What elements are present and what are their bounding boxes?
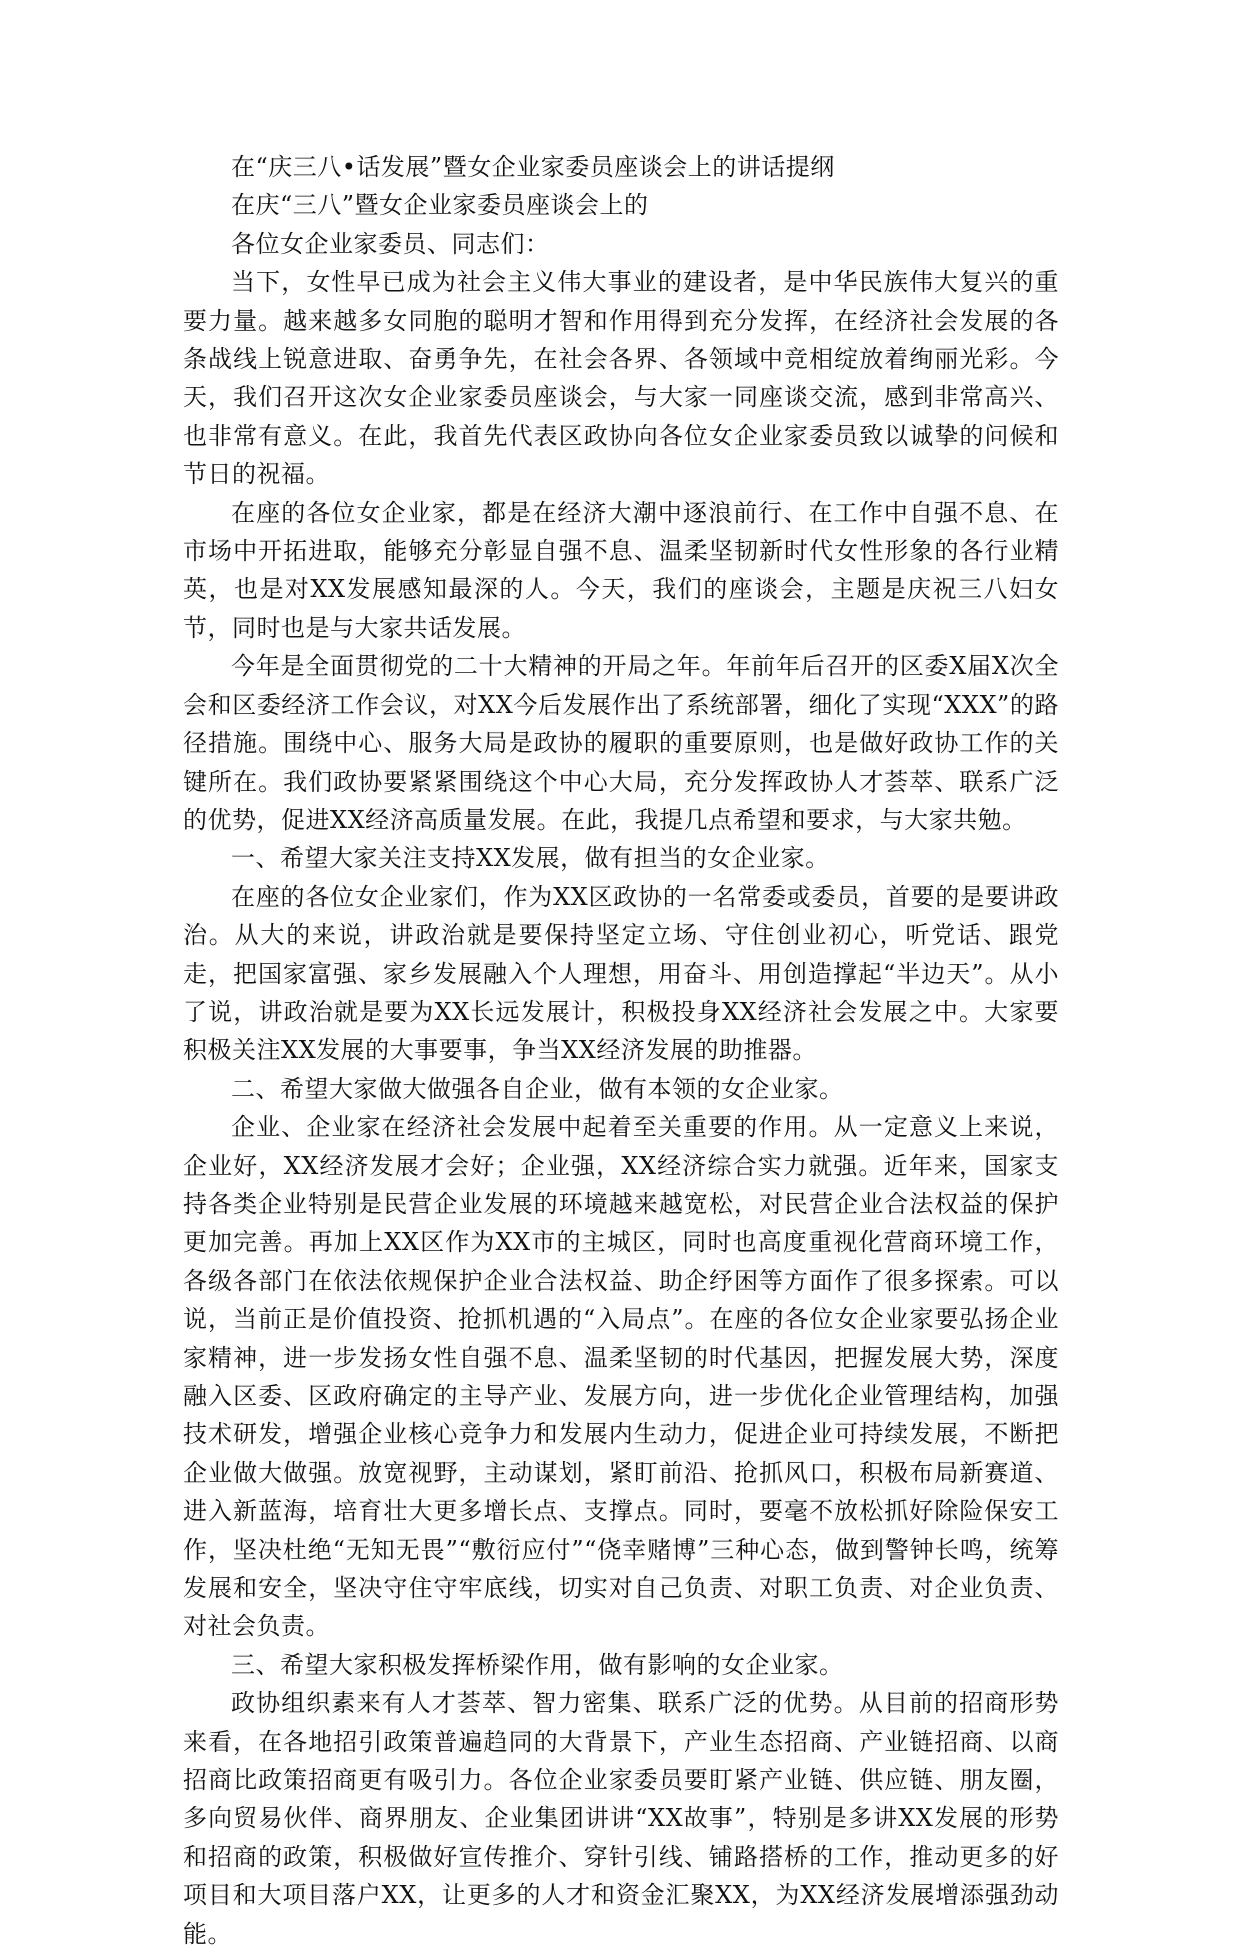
paragraph-intro: 当下，女性早已成为社会主义伟大事业的建设者，是中华民族伟大复兴的重要力量。越来越多女同胞的聪明才智和作用得到充分发挥，在经济社会发展的各条战线上锐意进取、奋勇争先，在社会各界、各领域中竞相绽放着绚丽光彩。今天，我们召开这次女企业家委员座谈会，与大家一同座谈交流，感到非常高兴、也非常有意义。在此，我首先代表区政协向各位女企业家委员致以诚挚的问候和节日的祝福。: [183, 268, 1059, 489]
paragraph-section-3: 政协组织素来有人才荟萃、智力密集、联系广泛的优势。从目前的招商形势来看，在各地招引政策普遍趋同的大背景下，产业生态招商、产业链招商、以商招商比政策招商更有吸引力。各位企业家委员要盯紧产业链、供应链、朋友圈，多向贸易伙伴、商界朋友、企业集团讲讲“XX故事”，特别是多讲XX发展的形势和招商的政策，积极做好宣传推介、穿针引线、铺路搭桥的工作，推动更多的好项目和大项目落户XX，让更多的人才和资金汇聚XX，为XX经济发展增添强劲动能。: [183, 1689, 1059, 1948]
document-subtitle: 在庆“三八”暨女企业家委员座谈会上的: [231, 191, 649, 220]
salutation: 各位女企业家委员、同志们：: [231, 229, 550, 258]
paragraph-section-1: 在座的各位女企业家们，作为XX区政协的一名常委或委员，首要的是要讲政治。从大的来说，讲政治就是要保持坚定立场、守住创业初心，听党话、跟党走，把国家富强、家乡发展融入个人理想，用奋斗、用创造撑起“半边天”。从小了说，讲政治就是要为XX长远发展计，积极投身XX经济社会发展之中。大家要积极关注XX发展的大事要事，争当XX经济发展的助推器。: [183, 882, 1059, 1065]
document-body: [183, 148, 1059, 1953]
section-heading-3: 三、希望大家积极发挥桥梁作用，做有影响的女企业家。: [231, 1650, 844, 1679]
section-heading-1: 一、希望大家关注支持XX发展，做有担当的女企业家。: [231, 844, 830, 873]
section-heading-2: 二、希望大家做大做强各自企业，做有本领的女企业家。: [231, 1074, 844, 1103]
paragraph-context: 今年是全面贯彻党的二十大精神的开局之年。年前年后召开的区委X届X次全会和区委经济工作会议，对XX今后发展作出了系统部署，细化了实现“XXX”的路径措施。围绕中心、服务大局是政协的履职的重要原则，也是做好政协工作的关键所在。我们政协要紧紧围绕这个中心大局，充分发挥政协人才荟萃、联系广泛的优势，促进XX经济高质量发展。在此，我提几点希望和要求，与大家共勉。: [183, 652, 1059, 834]
paragraph-entrepreneurs: 在座的各位女企业家，都是在经济大潮中逐浪前行、在工作中自强不息、在市场中开拓进取，能够充分彰显自强不息、温柔坚韧新时代女性形象的各行业精英，也是对XX发展感知最深的人。今天，我们的座谈会，主题是庆祝三八妇女节，同时也是与大家共话发展。: [183, 498, 1059, 642]
document-title: 在“庆三八•话发展”暨女企业家委员座谈会上的讲话提纲: [231, 153, 835, 181]
paragraph-section-2: 企业、企业家在经济社会发展中起着至关重要的作用。从一定意义上来说，企业好，XX经济发展才会好；企业强，XX经济综合实力就强。近年来，国家支持各类企业特别是民营企业发展的环境越来越宽松，对民营企业合法权益的保护更加完善。再加上XX区作为XX市的主城区，同时也高度重视化营商环境工作，各级各部门在依法依规保护企业合法权益、助企纾困等方面作了很多探索。可以说，当前正是价值投资、抢抓机遇的“入局点”。在座的各位女企业家要弘扬企业家精神，进一步发扬女性自强不息、温柔坚韧的时代基因，把握发展大势，深度融入区委、区政府确定的主导产业、发展方向，进一步优化企业管理结构，加强技术研发，增强企业核心竞争力和发展内生动力，促进企业可持续发展，不断把企业做大做强。放宽视野，主动谋划，紧盯前沿、抢抓风口，积极布局新赛道、进入新蓝海，培育壮大更多增长点、支撑点。同时，要毫不放松抓好除险保安工作，坚决杜绝“无知无畏”“敷衍应付”“侥幸赌博”三种心态，做到警钟长鸣，统筹发展和安全，坚决守住守牢底线，切实对自己负责、对职工负责、对企业负责、对社会负责。: [183, 1113, 1059, 1641]
